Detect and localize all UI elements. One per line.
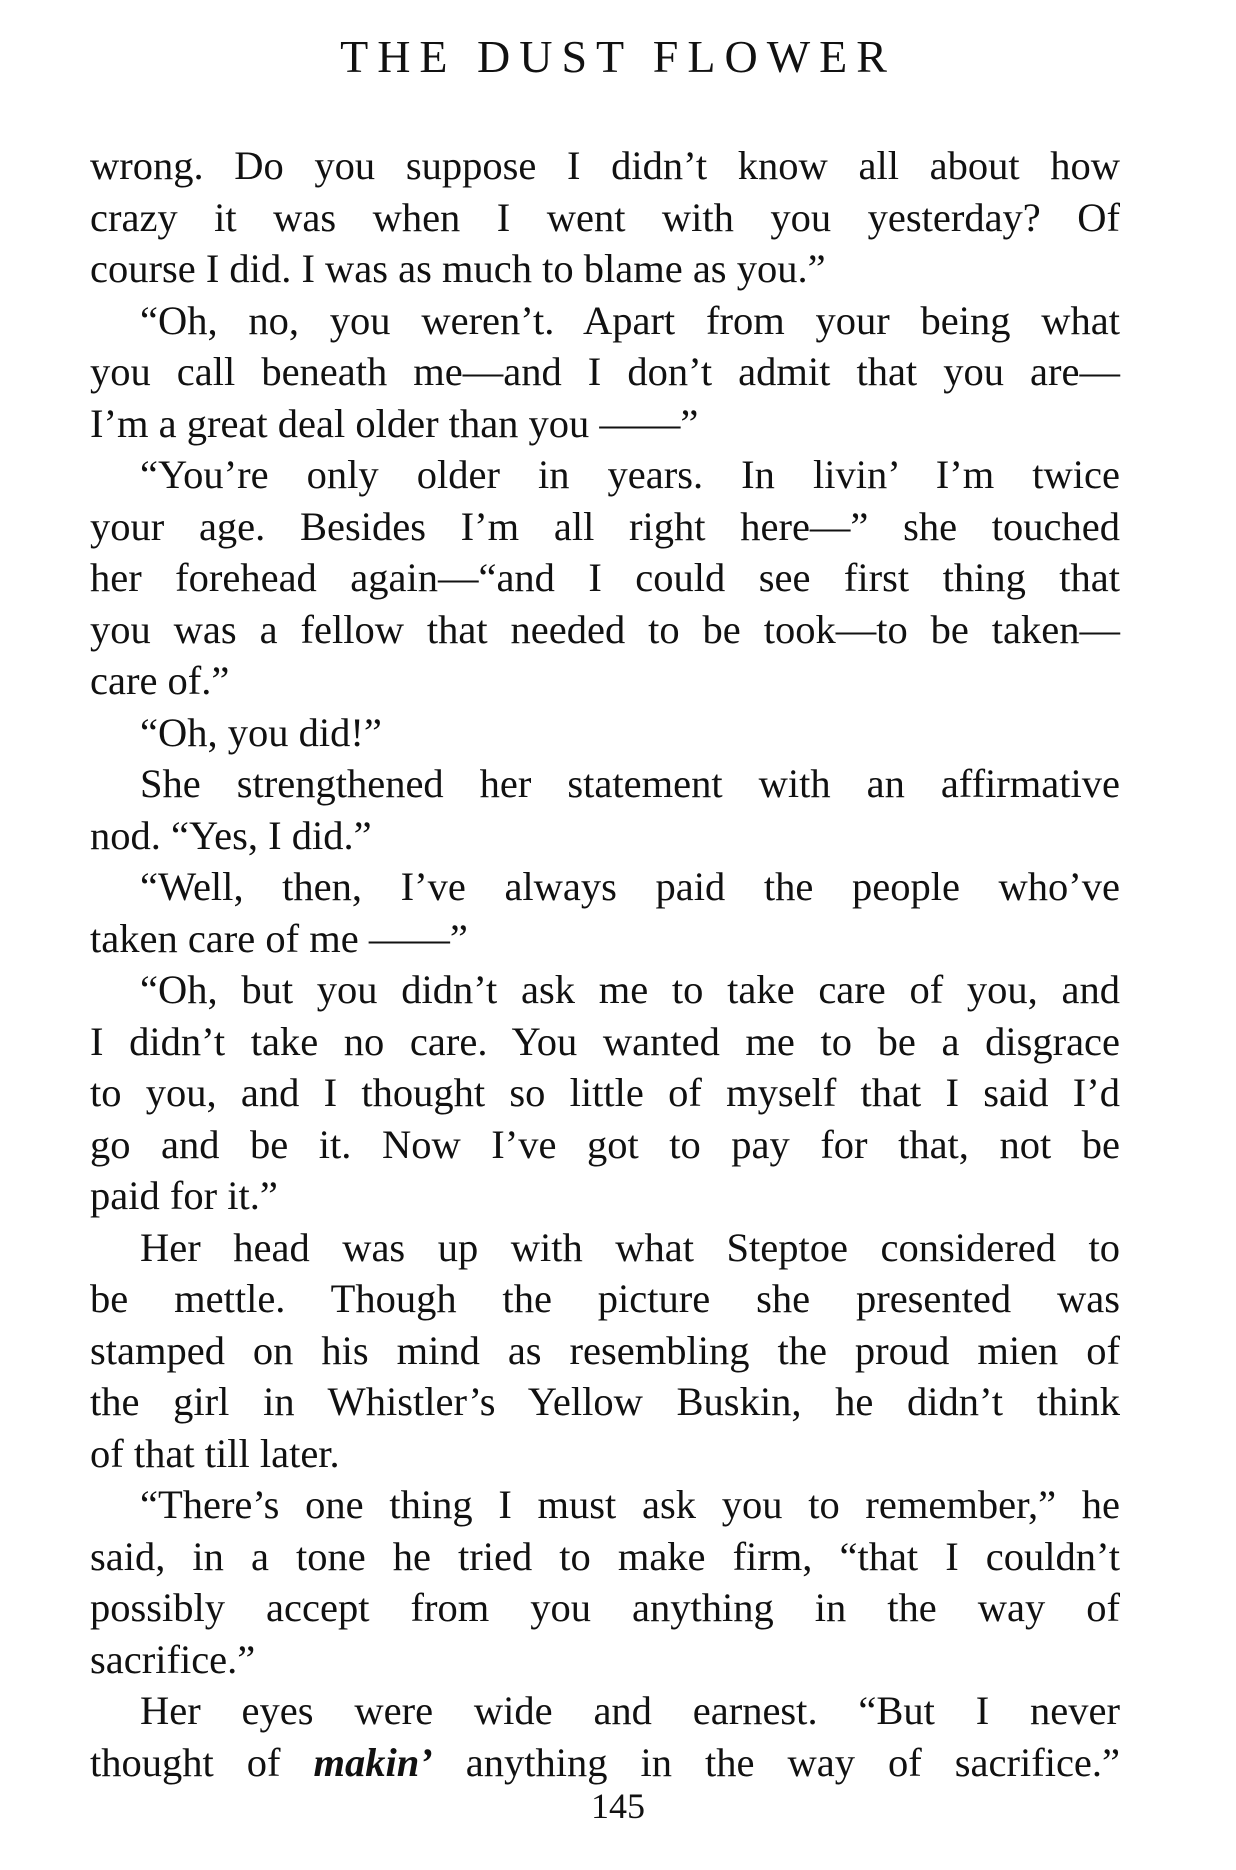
text-line: possibly accept from you anything in the way of [90, 1585, 1120, 1630]
text-line: you was a fellow that needed to be took—to be taken— [90, 606, 1120, 652]
text-line: “Oh, you did!” [140, 709, 382, 755]
text-fragment: anything in the way of sacrifice.” [432, 1739, 1120, 1785]
text-line: care of.” [90, 658, 230, 703]
text-line: to you, and I thought so little of myself that I said I’d [90, 1070, 1120, 1115]
text-line: paid for it.” [90, 1173, 278, 1218]
running-title: THE DUST FLOWER [340, 31, 896, 82]
text-line: nod. “Yes, I did.” [90, 812, 372, 858]
page-number: 145 [591, 1786, 645, 1826]
text-line: sacrifice.” [90, 1636, 256, 1682]
text-line: said, in a tone he tried to make firm, “that I couldn’t [90, 1533, 1120, 1579]
text-line: the girl in Whistler’s Yellow Buskin, he didn’t think [90, 1379, 1120, 1424]
text-line: “Oh, but you didn’t ask me to take care of you, and [140, 967, 1120, 1012]
text-line-final [90, 1737, 1120, 1789]
text-line: Her eyes were wide and earnest. “But I never [140, 1688, 1120, 1733]
text-line: I’m a great deal older than you ——” [90, 400, 699, 446]
emphasis-word: makin’ [313, 1739, 433, 1785]
text-line: taken care of me ——” [90, 915, 468, 961]
text-line: wrong. Do you suppose I didn’t know all about how [90, 143, 1120, 188]
body-text [90, 140, 1120, 1788]
text-line: stamped on his mind as resembling the proud mien of [90, 1327, 1120, 1373]
text-line: her forehead again—“and I could see first thing that [90, 555, 1120, 600]
text-line: go and be it. Now I’ve got to pay for that, not be [90, 1121, 1120, 1167]
text-line: Her head was up with what Steptoe considered to [140, 1224, 1120, 1270]
text-line: “You’re only older in years. In livin’ I’m twice [140, 452, 1120, 497]
text-line: course I did. I was as much to blame as you.” [90, 246, 826, 291]
text-line: your age. Besides I’m all right here—” she touched [90, 503, 1120, 549]
text-line: She strengthened her statement with an affirmative [140, 761, 1120, 806]
text-line: you call beneath me—and I don’t admit that you are— [90, 349, 1120, 394]
text-line: of that till later. [90, 1430, 340, 1476]
text-line: “There’s one thing I must ask you to remember,” he [140, 1482, 1120, 1527]
text-line: “Oh, no, you weren’t. Apart from your being what [140, 297, 1120, 343]
text-line: “Well, then, I’ve always paid the people who’ve [140, 864, 1120, 909]
text-line: I didn’t take no care. You wanted me to be a disgrace [90, 1018, 1120, 1064]
text-fragment: thought of [90, 1739, 314, 1785]
text-line: crazy it was when I went with you yesterday? Of [90, 194, 1120, 240]
text-line: be mettle. Though the picture she presented was [90, 1276, 1120, 1321]
